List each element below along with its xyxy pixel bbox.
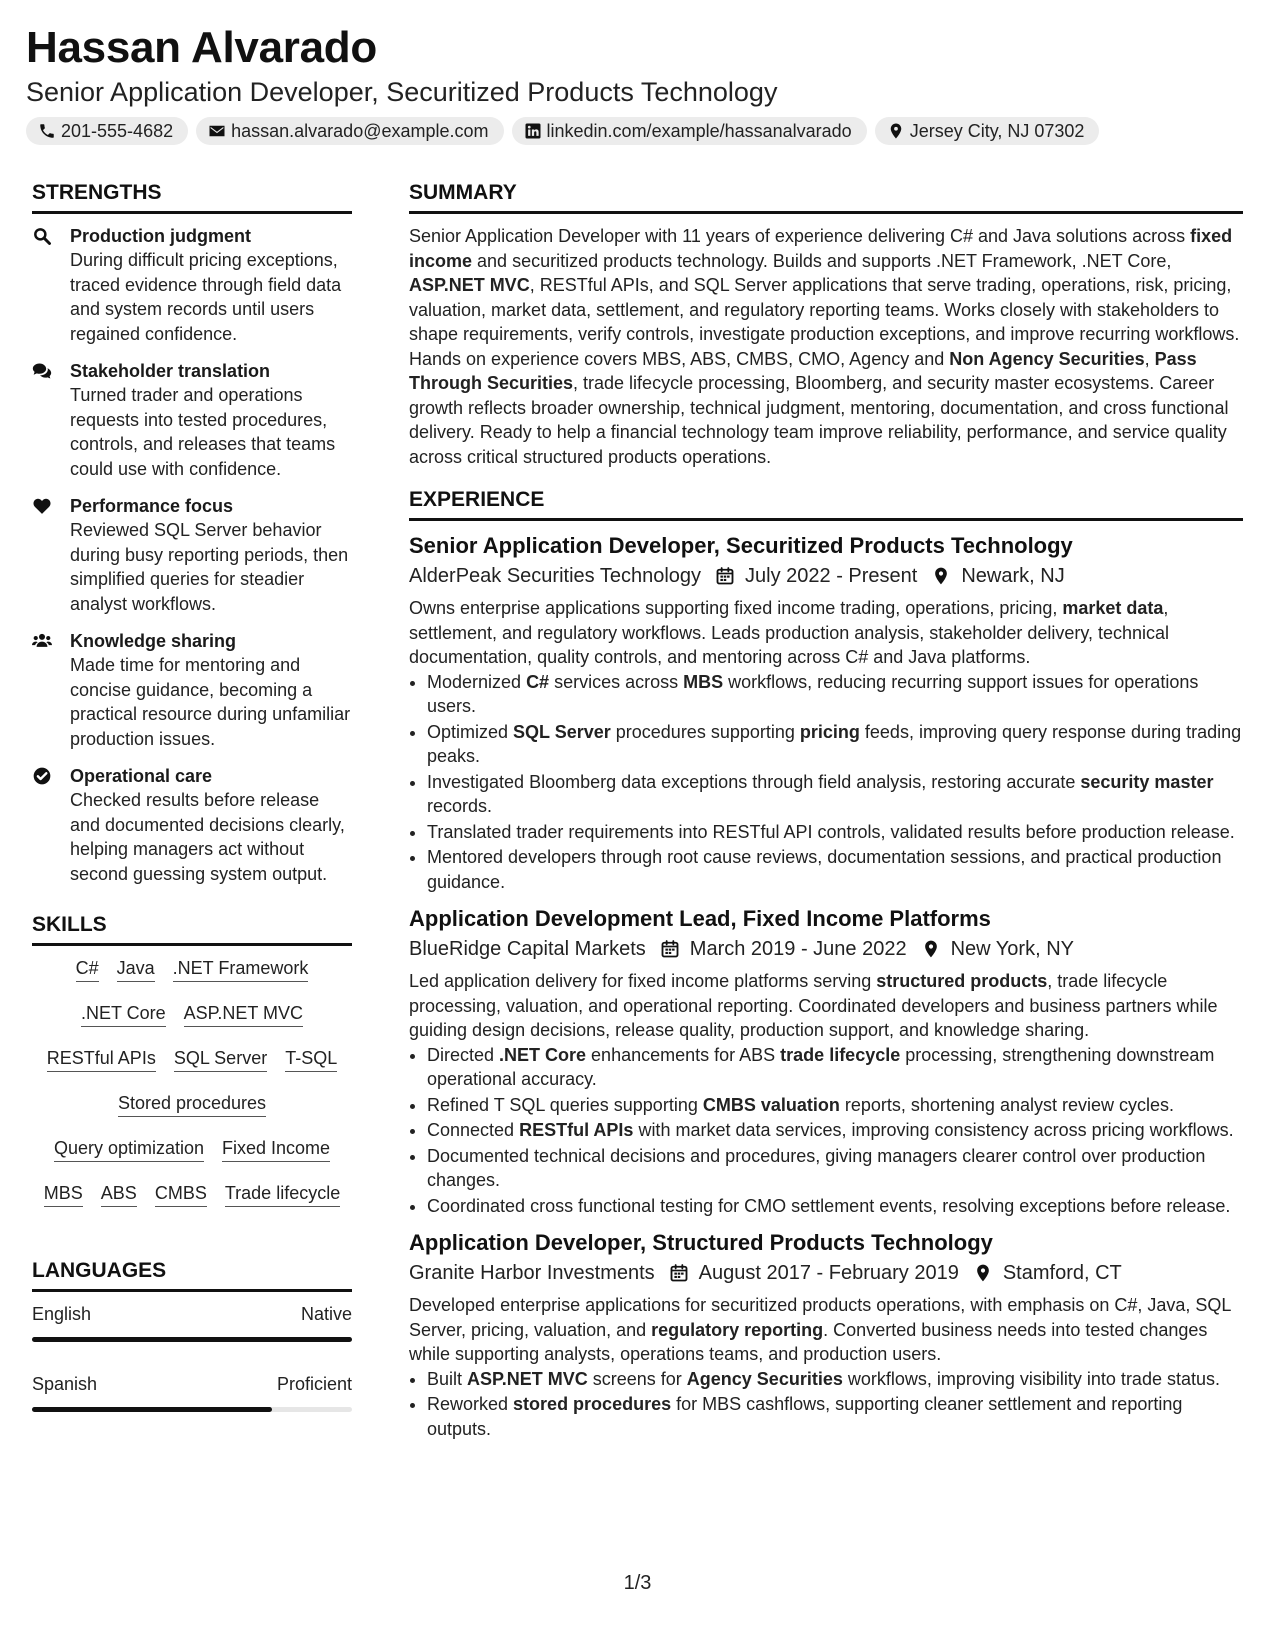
job-bullet: • Built ASP.NET MVC screens for Agency Securities workflows, improving visibility into trade status.: [427, 1367, 1243, 1392]
calendar-icon: [715, 566, 735, 586]
skill-tag: RESTful APIs: [47, 1046, 156, 1072]
job-location: New York, NY: [950, 938, 1074, 960]
skill-tag: CMBS: [155, 1181, 207, 1207]
language-name: English: [32, 1304, 92, 1324]
resume-header: [26, 22, 1249, 145]
envelope-icon: [208, 122, 226, 140]
contact-email[interactable]: [196, 117, 503, 145]
strength-title: Operational care: [70, 766, 213, 786]
strength-text: Made time for mentoring and concise guidance, becoming a practical resource during unfamiliar production issues.: [70, 655, 351, 749]
calendar-icon: [660, 939, 680, 959]
skill-tag: C#: [76, 956, 99, 982]
contact-location: [875, 117, 1100, 145]
experience-heading: EXPERIENCE: [409, 485, 1243, 521]
contact-phone-text: 201-555-4682: [61, 120, 174, 141]
contact-linkedin[interactable]: [512, 117, 867, 145]
left-column: [32, 178, 352, 1412]
summary-text: Senior Application Developer with 11 years of experience delivering C# and Java solutions across fixed income and securitized products technology. Builds and supports .NET Framework, .NET Core, ASP.NET MVC, RESTful APIs, and SQL Server applications that serve trading, operations, risk, pricing, valuation, market data, settlement, and regulatory reporting teams. Works closely with stakeholders to shape requirements, verify controls, investigate production exceptions, and improve recurring workflows. Hands on experience covers MBS, ABS, CMBS, CMO, Agency and Non Agency Securities, Pass Through Securities, trade lifecycle processing, Bloomberg, and security master ecosystems. Career growth reflects broader ownership, technical judgment, mentoring, documentation, and cross functional delivery. Ready to help a financial technology team improve reliability, performance, and service quality across critical structured products operations.: [409, 226, 1240, 467]
skill-tag: SQL Server: [174, 1046, 267, 1072]
job-bullets: [409, 1367, 1243, 1442]
contact-location-text: Jersey City, NJ 07302: [909, 120, 1085, 141]
strength-title: Knowledge sharing: [70, 631, 237, 651]
language-name: Spanish: [32, 1374, 98, 1394]
strength-text: During difficult pricing exceptions, traced evidence through field data and system records until users regained confidence.: [70, 250, 342, 344]
language-level: Proficient: [276, 1374, 352, 1394]
skill-tag: Trade lifecycle: [225, 1181, 340, 1207]
job-entry: [409, 1228, 1243, 1441]
languages-heading: LANGUAGES: [32, 1256, 352, 1292]
job-dates: August 2017 - February 2019: [698, 1262, 959, 1284]
language-proficiency-fill: [32, 1337, 352, 1342]
map-marker-icon: [973, 1263, 993, 1283]
check-circle-icon: [32, 766, 52, 786]
map-marker-icon: [887, 122, 905, 140]
job-bullet: • Refined T SQL queries supporting CMBS valuation reports, shortening analyst review cycles.: [427, 1093, 1243, 1118]
linkedin-icon: [524, 122, 542, 140]
job-meta: [409, 934, 1243, 964]
job-title: Senior Application Developer, Securitized Products Technology: [409, 533, 1073, 558]
skill-tag: .NET Framework: [173, 956, 309, 982]
job-description: Owns enterprise applications supporting fixed income trading, operations, pricing, market data, settlement, and regulatory workflows. Leads production analysis, stakeholder delivery, technical documentation, quality controls, and mentoring across C# and Java platforms.: [409, 598, 1170, 667]
skill-row: [32, 1001, 352, 1046]
strength-title: Stakeholder translation: [70, 361, 271, 381]
strength-title: Production judgment: [70, 226, 251, 246]
skill-tag: Query optimization: [54, 1136, 204, 1162]
candidate-title: Senior Application Developer, Securitized Products Technology: [26, 77, 778, 107]
job-bullet: • Translated trader requirements into RESTful API controls, validated results before production release.: [427, 820, 1243, 845]
strength-item: [32, 629, 352, 751]
candidate-name: Hassan Alvarado: [26, 23, 377, 72]
page-number: 1/3: [623, 1572, 652, 1594]
skill-tag: Fixed Income: [222, 1136, 330, 1162]
strength-item: [32, 224, 352, 346]
language-proficiency-fill: [32, 1407, 272, 1412]
skill-row: [32, 1136, 352, 1181]
skill-row: [32, 1181, 352, 1226]
strength-item: [32, 764, 352, 886]
contact-email-text: hassan.alvarado@example.com: [231, 120, 489, 141]
skill-row: [32, 956, 352, 1001]
job-bullets: [409, 1043, 1243, 1219]
skill-row: [32, 1091, 352, 1136]
job-company: BlueRidge Capital Markets: [409, 938, 646, 960]
strength-item: [32, 359, 352, 481]
phone-icon: [38, 122, 56, 140]
job-entry: [409, 531, 1243, 894]
job-title: Application Development Lead, Fixed Income Platforms: [409, 906, 991, 931]
job-bullet: • Directed .NET Core enhancements for ABS trade lifecycle processing, strengthening downstream operational accuracy.: [427, 1043, 1243, 1092]
strength-title: Performance focus: [70, 496, 234, 516]
job-location: Stamford, CT: [1002, 1262, 1122, 1284]
contact-phone[interactable]: [26, 117, 188, 145]
job-bullet: • Documented technical decisions and procedures, giving managers clearer control over production changes.: [427, 1144, 1243, 1193]
skill-tag: .NET Core: [81, 1001, 166, 1027]
job-description: Developed enterprise applications for securitized products operations, with emphasis on C#, Java, SQL Server, pricing, valuation, and regulatory reporting. Converted business needs into tested changes while supporting analysts, operations teams, and production users.: [409, 1295, 1231, 1364]
job-dates: July 2022 - Present: [745, 565, 918, 587]
heart-icon: [32, 496, 52, 516]
skill-tag: ABS: [101, 1181, 137, 1207]
job-entry: [409, 904, 1243, 1218]
skill-tag: Stored procedures: [118, 1091, 266, 1117]
users-icon: [32, 631, 52, 651]
strength-text: Checked results before release and documented decisions clearly, helping managers act without second guessing system output.: [70, 790, 345, 884]
strength-text: Turned trader and operations requests into tested procedures, controls, and releases that teams could use with confidence.: [70, 385, 336, 479]
job-bullet: • Optimized SQL Server procedures supporting pricing feeds, improving query response during trading peaks.: [427, 720, 1243, 769]
strength-text: Reviewed SQL Server behavior during busy reporting periods, then simplified queries for steadier analyst workflows.: [70, 520, 349, 614]
map-marker-icon: [921, 939, 941, 959]
strength-item: [32, 494, 352, 616]
job-bullet: • Mentored developers through root cause reviews, documentation sessions, and practical production guidance.: [427, 845, 1243, 894]
job-title: Application Developer, Structured Products Technology: [409, 1230, 993, 1255]
language-item: [32, 1372, 352, 1412]
skill-row: [32, 1046, 352, 1091]
skill-tag: T-SQL: [285, 1046, 337, 1072]
comments-icon: [32, 361, 52, 381]
job-location: Newark, NJ: [961, 565, 1065, 587]
language-level: Native: [300, 1304, 352, 1324]
map-marker-icon: [931, 566, 951, 586]
search-icon: [32, 226, 52, 246]
job-bullet: • Investigated Bloomberg data exceptions through field analysis, restoring accurate security master records.: [427, 770, 1243, 819]
calendar-icon: [669, 1263, 689, 1283]
job-company: Granite Harbor Investments: [409, 1262, 655, 1284]
skill-tag: Java: [117, 956, 155, 982]
skill-tag: ASP.NET MVC: [184, 1001, 303, 1027]
language-item: [32, 1302, 352, 1342]
job-bullets: [409, 670, 1243, 895]
job-meta: [409, 1258, 1243, 1288]
skills-heading: SKILLS: [32, 910, 352, 946]
job-bullet: • Coordinated cross functional testing for CMO settlement events, resolving exceptions before release.: [427, 1194, 1243, 1219]
job-dates: March 2019 - June 2022: [689, 938, 907, 960]
skill-tag: MBS: [44, 1181, 83, 1207]
job-bullet: • Modernized C# services across MBS workflows, reducing recurring support issues for operations users.: [427, 670, 1243, 719]
contact-linkedin-text: linkedin.com/example/hassanalvarado: [546, 120, 852, 141]
language-proficiency-bar: [32, 1337, 352, 1342]
job-bullet: • Connected RESTful APIs with market data services, improving consistency across pricing workflows.: [427, 1118, 1243, 1143]
skills-list: [32, 956, 352, 1226]
experience-list: [409, 531, 1243, 1441]
job-bullet: • Reworked stored procedures for MBS cashflows, supporting cleaner settlement and reporting outputs.: [427, 1392, 1243, 1441]
summary-heading: SUMMARY: [409, 178, 1243, 214]
right-column: [409, 178, 1243, 1451]
job-meta: [409, 561, 1243, 591]
contact-bar: [26, 117, 1249, 145]
language-proficiency-bar: [32, 1407, 352, 1412]
strengths-heading: STRENGTHS: [32, 178, 352, 214]
job-company: AlderPeak Securities Technology: [409, 565, 702, 587]
job-description: Led application delivery for fixed income platforms serving structured products, trade lifecycle processing, valuation, and operational reporting. Coordinated developers and business partners while guiding design decisions, release quality, production support, and knowledge sharing.: [409, 971, 1218, 1040]
